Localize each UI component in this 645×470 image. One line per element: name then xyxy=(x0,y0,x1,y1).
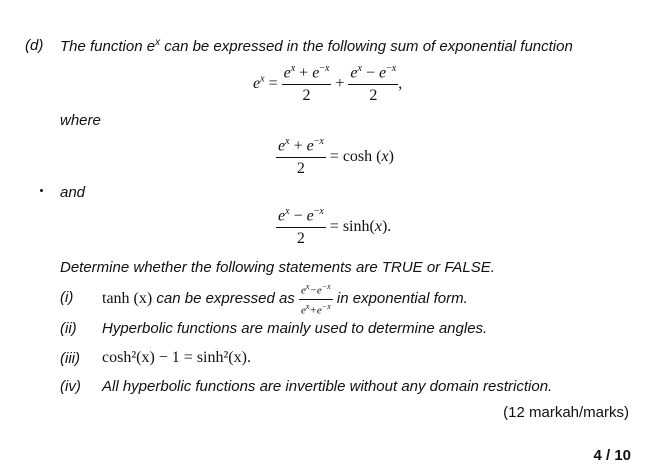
item-i-statement: tanh (x) can be expressed as $\frac{e^x-e^{-x}}{e^x+e^{-x}}$ in exponential form. xyxy=(102,282,468,317)
and-label: and xyxy=(60,184,86,201)
item-iv-statement: All hyperbolic functions are invertible without any domain restriction. xyxy=(102,378,553,395)
question-intro: The function $e^x$ can be expressed in the following sum of exponential function xyxy=(60,37,573,55)
item-i-label: (i) xyxy=(60,289,74,306)
item-iii-label: (iii) xyxy=(60,350,80,367)
item-iii-statement: cosh²(x) − 1 = sinh²(x). xyxy=(102,349,251,366)
where-label: where xyxy=(60,112,101,129)
marks-label: (12 markah/marks) xyxy=(503,404,629,421)
item-iv-label: (iv) xyxy=(60,378,81,395)
page-number: 4 / 10 xyxy=(593,447,631,464)
item-ii-statement: Hyperbolic functions are mainly used to determine angles. xyxy=(102,320,488,337)
stray-dot xyxy=(40,189,43,192)
equation-cosh: $\frac{e^x + e^{-x}}{2}$ = cosh (x) xyxy=(278,136,394,178)
item-ii-label: (ii) xyxy=(60,320,77,337)
determine-instruction: Determine whether the following statements are TRUE or FALSE. xyxy=(60,259,495,276)
question-label: (d) xyxy=(25,37,44,54)
equation-sum: $e^x$ = $\frac{e^x + e^{-x}}{2}$ + $\frac{e^x - e^{-x}}{2}$ , xyxy=(253,63,403,105)
tanh-fraction: $\frac{e^x-e^{-x}}{e^x+e^{-x}}$ xyxy=(300,282,331,317)
equation-sinh: $\frac{e^x - e^{-x}}{2}$ = sinh(x). xyxy=(278,206,392,248)
